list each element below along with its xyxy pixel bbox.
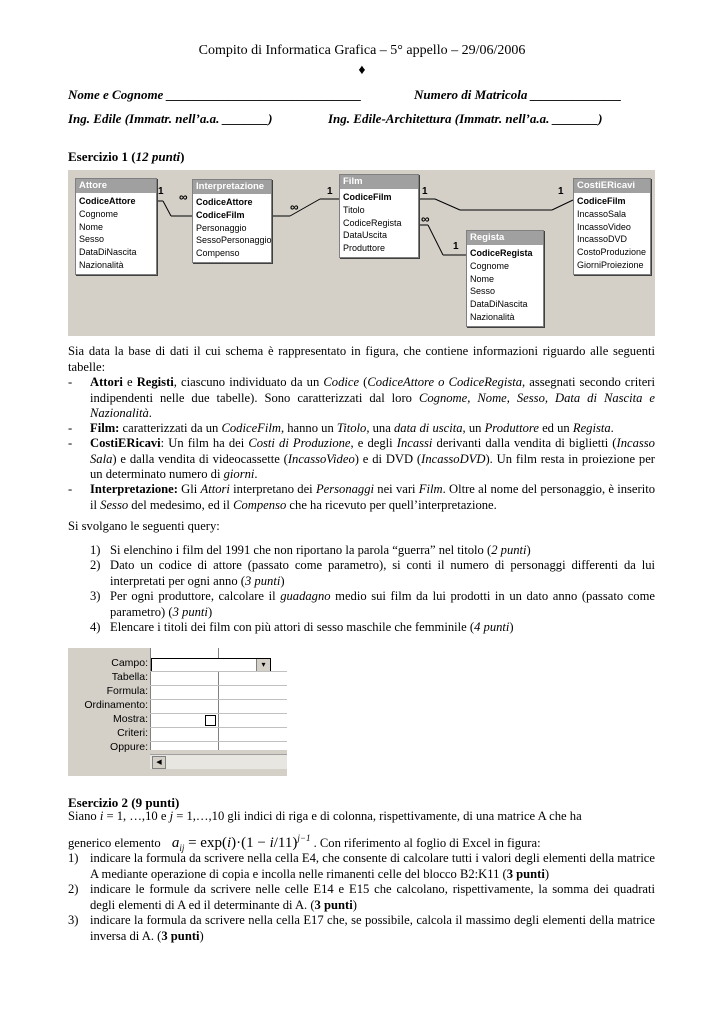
- scroll-left-icon[interactable]: ◀: [152, 756, 166, 769]
- row-label-campo: Campo:: [111, 657, 148, 669]
- field-item: CodiceAttore: [196, 197, 253, 207]
- table-film[interactable]: [339, 174, 419, 258]
- query-item: 3) Per ogni produttore, calcolare il guadagno medio sui film da lui prodotti in un dato anno (passato come parametro) (3 punti): [90, 589, 655, 619]
- rel-many-marker: ∞: [179, 190, 188, 204]
- field-item: CodiceAttore: [79, 196, 136, 206]
- field-item: DataDiNascita: [470, 299, 528, 310]
- field-item: Sesso: [79, 234, 105, 245]
- esercizio2-item: 3) indicare la formula da scrivere nella cella E17 che, se possibile, calcola il massimo degli elementi della matrice inversa di A. (3 punti): [68, 913, 655, 943]
- table-header: Regista: [467, 231, 543, 245]
- row-label-criteri: Criteri:: [117, 727, 148, 739]
- rel-one-marker: 1: [327, 186, 333, 197]
- row-label-formula: Formula:: [106, 685, 148, 697]
- field-item: Produttore: [343, 243, 386, 254]
- field-item: Cognome: [79, 208, 119, 219]
- query-item: 1) Si elenchino i film del 1991 che non riportano la parola “guerra” nel titolo (2 punti): [90, 543, 531, 557]
- field-item: Nome: [79, 221, 104, 232]
- esercizio2-line1: Siano i = 1, …,10 e j = 1,…,10 gli indici di riga e di colonna, rispettivamente, di una matrice A che ha: [68, 809, 582, 823]
- field-item: Titolo: [343, 204, 365, 215]
- esercizio2-line2: generico elemento $a_{ij} = \exp(i)\cdot(1 - i/11)^{j-1}$ . Con riferimento al foglio di Excel in figura:: [68, 833, 541, 853]
- table-header: Interpretazione: [193, 180, 271, 194]
- field-item: CodiceRegista: [343, 217, 402, 228]
- esercizio2-title: Esercizio 2 (9 punti): [68, 795, 180, 810]
- horizontal-scrollbar[interactable]: [150, 754, 287, 769]
- table-interpretazione[interactable]: [192, 179, 272, 263]
- page-title: Compito di Informatica Grafica – 5° appello – 29/06/2006: [198, 43, 526, 58]
- field-item: DataUscita: [343, 230, 388, 241]
- mostra-checkbox[interactable]: [205, 715, 216, 726]
- table-header: CostiERicavi: [574, 179, 650, 193]
- diamond-icon: ♦: [358, 63, 366, 78]
- rel-one-marker: 1: [453, 241, 459, 252]
- query-item: 2) Dato un codice di attore (passato come parametro), si conti il numero di personaggi differenti da lui interpretati per ogni anno (3 punti): [90, 558, 655, 588]
- table-header: Attore: [76, 179, 156, 193]
- list-item-attori: - Attori e Registi, ciascuno individuato da un Codice (CodiceAttore o CodiceRegista, assegnati secondo criteri indipendenti nelle due tabelle). Sono caratterizzati dal loro Cognome, Nome, Sesso, Data di Nascita e Nazionalità.: [68, 375, 656, 420]
- field-item: CodiceFilm: [343, 192, 392, 202]
- field-item: CostoProduzione: [577, 247, 647, 258]
- esercizio2-item: 2) indicare le formule da scrivere nelle celle E14 e E15 che calcolano, rispettivamente, la somma dei quadrati degli elementi di A ed il determinante di A. (3 punti): [68, 882, 655, 912]
- table-regista[interactable]: [466, 230, 544, 327]
- list-item-costiericavi: - CostiERicavi: Un film ha dei Costi di Produzione, e degli Incassi derivanti dalla vendita di biglietti (Incasso Sala) e dalla vendita di videocassette (IncassoVideo) e di DVD (IncassoDVD). Un film resta in proiezione per un determinato numero di giorni.: [68, 436, 655, 481]
- table-costiericavi[interactable]: [573, 178, 651, 275]
- field-item: Nome: [470, 273, 495, 284]
- rel-many-marker: ∞: [421, 212, 430, 226]
- esercizio2-item: 1) indicare la formula da scrivere nella cella E4, che consente di calcolare tutti i valori degli elementi della matrice A mediante operazione di copia e incolla nelle rimanenti celle del blocco B2:K11 (3 punti): [68, 851, 655, 881]
- esercizio1-title: Esercizio 1 (12 punti): [68, 149, 185, 164]
- field-item: CodiceFilm: [196, 209, 245, 220]
- table-attore[interactable]: [75, 178, 157, 275]
- rel-many-marker: ∞: [290, 200, 299, 214]
- field-item: Nazionalità: [470, 311, 515, 322]
- chevron-down-icon[interactable]: ▾: [256, 659, 270, 671]
- field-item: GiorniProiezione: [577, 259, 644, 270]
- list-item-interpretazione: - Interpretazione: Gli Attori interpretano dei Personaggi nei vari Film. Oltre al nome del personaggio, è inserito il Sesso del medesimo, ed il Compenso che ha ricevuto per quell’interpretazione.: [68, 482, 655, 512]
- rel-one-marker: 1: [158, 186, 164, 197]
- field-item: Compenso: [196, 248, 240, 259]
- rel-one-marker: 1: [422, 186, 428, 197]
- table-header: Film: [340, 175, 418, 189]
- field-item: IncassoVideo: [577, 221, 631, 232]
- edile-checkbox-label[interactable]: Ing. Edile (Immatr. nell’a.a. _______): [68, 111, 273, 126]
- row-label-oppure: Oppure:: [110, 741, 148, 753]
- rel-one-marker: 1: [558, 186, 564, 197]
- list-item-film: - Film: caratterizzati da un CodiceFilm, hanno un Titolo, una data di uscita, un Produttore ed un Regista.: [68, 421, 614, 435]
- relationship-diagram: [68, 170, 655, 336]
- row-label-ordinamento: Ordinamento:: [84, 699, 148, 711]
- field-item: Nazionalità: [79, 259, 124, 270]
- field-item: IncassoSala: [577, 208, 627, 219]
- field-item: CodiceRegista: [470, 248, 533, 258]
- query-intro: Si svolgano le seguenti query:: [68, 519, 220, 533]
- query-item: 4) Elencare i titoli dei film con più attori di sesso maschile che femminile (4 punti): [90, 620, 514, 634]
- field-item: Sesso: [470, 286, 496, 297]
- field-item: IncassoDVD: [577, 234, 628, 245]
- field-item: DataDiNascita: [79, 247, 137, 258]
- query-design-grid: [68, 648, 287, 776]
- field-item: Cognome: [470, 260, 510, 271]
- field-item: SessoPersonaggio: [196, 235, 272, 246]
- row-label-tabella: Tabella:: [111, 671, 148, 683]
- formula: $a_{ij} = \exp(i)\cdot(1 - i/11)^{j-1}$: [171, 833, 311, 853]
- field-item: Personaggio: [196, 222, 247, 233]
- field-item: CodiceFilm: [577, 196, 626, 206]
- matricola-field[interactable]: Numero di Matricola ______________: [414, 87, 622, 102]
- row-label-mostra: Mostra:: [112, 713, 148, 725]
- nome-cognome-field[interactable]: Nome e Cognome ______________________________: [68, 87, 362, 102]
- intro-paragraph: Sia data la base di dati il cui schema è rappresentato in figura, che contiene informazioni riguardo alle seguenti tabelle:: [68, 344, 655, 374]
- architettura-checkbox-label[interactable]: Ing. Edile-Architettura (Immatr. nell’a.a. _______): [328, 111, 603, 126]
